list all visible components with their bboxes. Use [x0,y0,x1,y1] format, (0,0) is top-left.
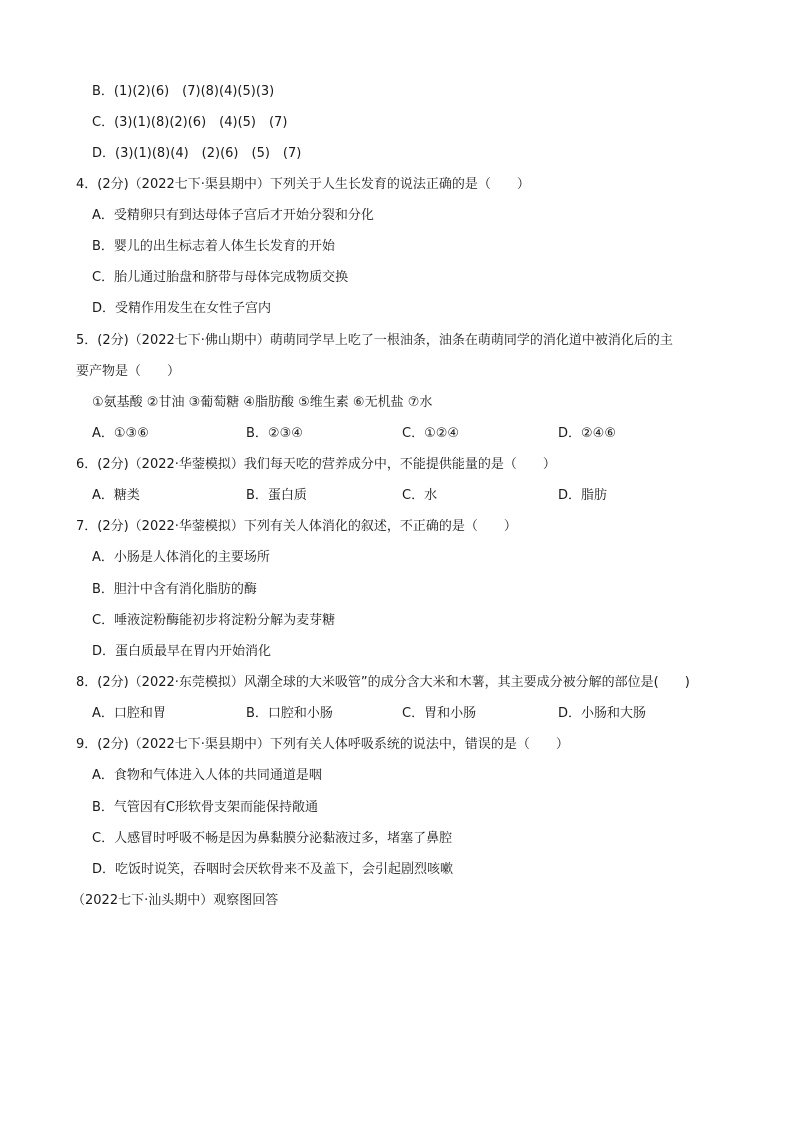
question-8-option-c: C．胃和小肠 [402,706,477,721]
prev-option-b: B．(1)(2)(6) (7)(8)(4)(5)(3) [92,84,275,99]
question-5-stem-line2: 要产物是（ ） [76,364,181,379]
question-4-option-c: C．胎儿通过胎盘和脐带与母体完成物质交换 [92,270,349,285]
question-9-option-d: D．吃饭时说笑，吞咽时会厌软骨来不及盖下，会引起剧烈咳嗽 [92,862,454,877]
question-5-items: ①氨基酸 ②甘油 ③葡萄糖 ④脂肪酸 ⑤维生素 ⑥无机盐 ⑦水 [92,395,433,410]
question-4-option-a: A．受精卵只有到达母体子宫后才开始分裂和分化 [92,208,374,223]
question-6-option-b: B．蛋白质 [246,488,307,503]
question-7-option-d: D．蛋白质最早在胃内开始消化 [92,644,272,659]
question-6-option-c: C．水 [402,488,438,503]
question-5-option-a: A．①③⑥ [92,426,149,441]
question-9-option-c: C．人感冒时呼吸不畅是因为鼻黏膜分泌黏液过多，堵塞了鼻腔 [92,831,453,846]
question-7-option-b: B．胆汁中含有消化脂肪的酶 [92,582,257,597]
question-8-option-d: D．小肠和大肠 [558,706,647,721]
question-7-option-a: A．小肠是人体消化的主要场所 [92,550,270,565]
question-8-option-b: B．口腔和小肠 [246,706,333,721]
question-5-option-c: C．①②④ [402,426,460,441]
question-7-stem: 7．(2分)（2022·华蓥模拟）下列有关人体消化的叙述，不正确的是（ ） [76,519,517,534]
question-7-option-c: C．唾液淀粉酶能初步将淀粉分解为麦芽糖 [92,613,336,628]
prev-option-d: D．(3)(1)(8)(4) (2)(6) (5) (7) [92,146,302,161]
question-6-option-d: D．脂肪 [558,488,608,503]
question-5-stem-line1: 5．(2分)（2022七下·佛山期中）萌萌同学早上吃了一根油条，油条在萌萌同学的消化道中被消化后的主 [76,333,673,348]
question-8-option-a: A．口腔和胃 [92,706,166,721]
question-6-option-a: A．糖类 [92,488,140,503]
figure-intro: （2022七下·汕头期中）观察图回答 [72,893,279,908]
question-6-stem: 6．(2分)（2022·华蓥模拟）我们每天吃的营养成分中，不能提供能量的是（ ） [76,457,556,472]
question-5-option-b: B．②③④ [246,426,303,441]
question-4-stem: 4．(2分)（2022七下·渠县期中）下列关于人生长发育的说法正确的是（ ） [76,177,530,192]
question-8-stem: 8．(2分)（2022·东莞模拟）风潮全球的大米吸管”的成分含大米和木薯，其主要成分被分解的部位是( ) [76,675,690,690]
question-9-option-a: A．食物和气体进入人体的共同通道是咽 [92,768,322,783]
question-9-stem: 9．(2分)（2022七下·渠县期中）下列有关人体呼吸系统的说法中，错误的是（ ） [76,737,569,752]
question-5-option-d: D．②④⑥ [558,426,616,441]
prev-option-c: C．(3)(1)(8)(2)(6) (4)(5) (7) [92,115,288,130]
question-4-option-b: B．婴儿的出生标志着人体生长发育的开始 [92,239,335,254]
question-9-option-b: B．气管因有C形软骨支架而能保持敞通 [92,800,318,815]
question-4-option-d: D．受精作用发生在女性子宫内 [92,301,272,316]
